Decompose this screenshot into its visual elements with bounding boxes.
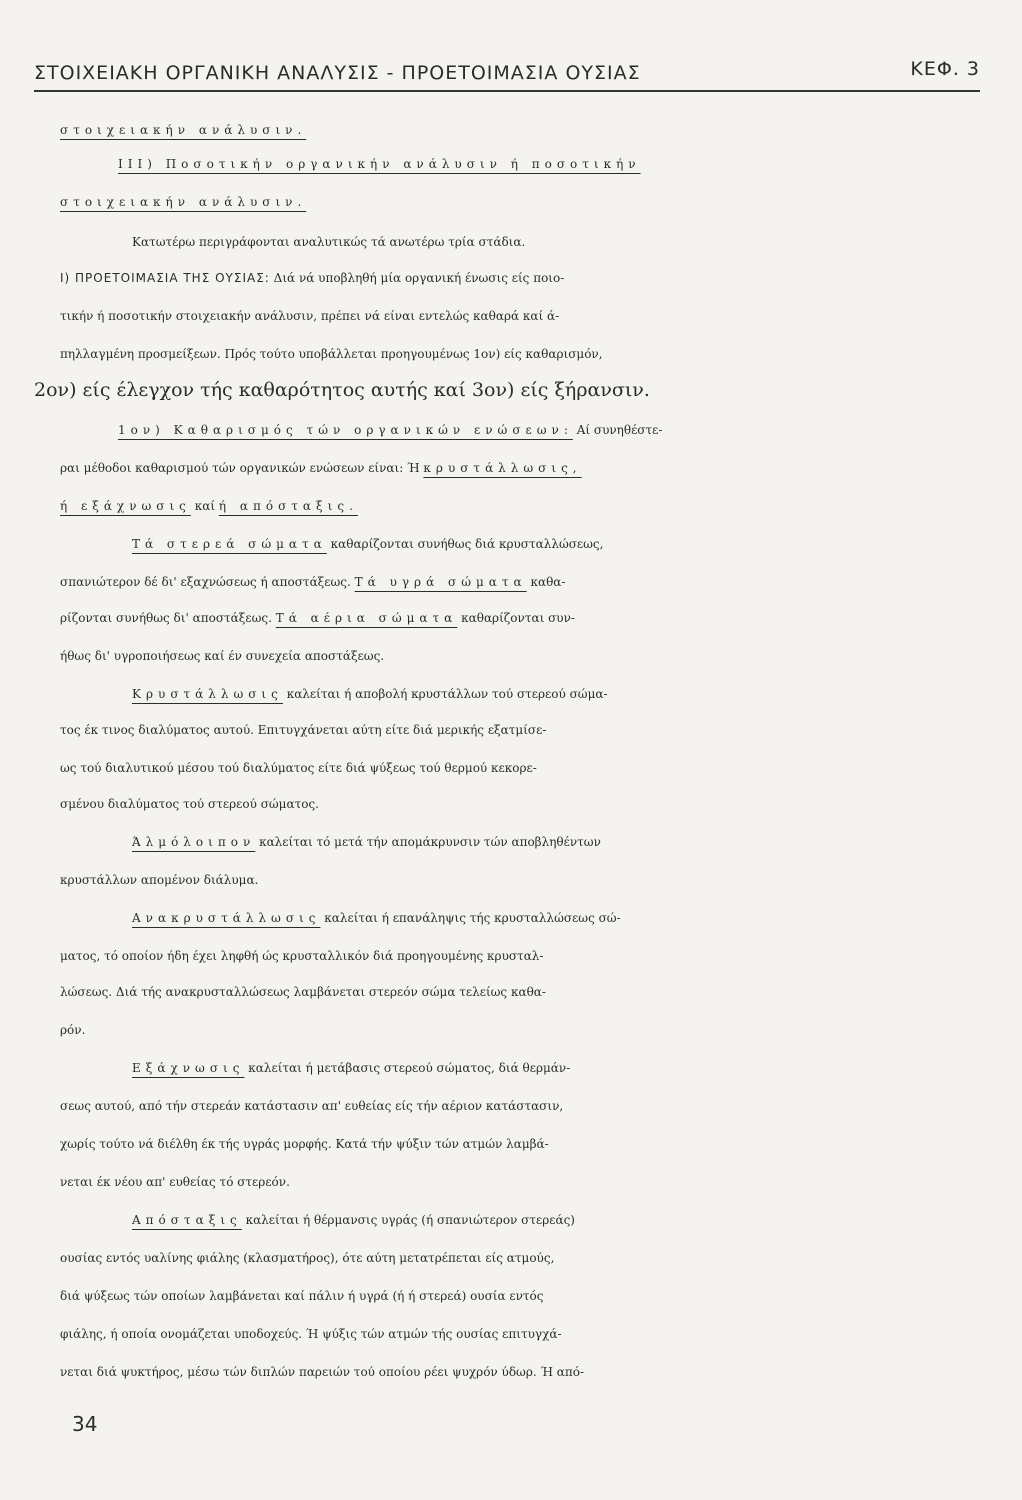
- text-line-1: στοιχειακήν ανάλυσιν.: [60, 123, 307, 137]
- text-line-23: ματος, τό οποίον ήδη έχει ληφθή ώς κρυσταλλικόν διά προηγουμένης κρυσταλ-: [60, 949, 544, 963]
- running-title: ΣΤΟΙΧΕΙΑΚΗ ΟΡΓΑΝΙΚΗ ΑΝΑΛΥΣΙΣ - ΠΡΟΕΤΟΙΜΑΣΙΑ ΟΥΣΙΑΣ: [34, 62, 641, 84]
- text-line-25: ρόν.: [60, 1023, 86, 1037]
- text-line-14: [60, 606, 1020, 630]
- text-line-24: λώσεως. Διά τής ανακρυσταλλώσεως λαμβάνεται στερεόν σώμα τελείως καθα-: [60, 985, 546, 999]
- term-sublimation-def: Εξάχνωσις: [132, 1061, 245, 1075]
- text-line-8: 2ον) είς έλεγχον τής καθαρότητος αυτής καί 3ον) είς ξήρανσιν.: [34, 379, 650, 401]
- text-segment: καί: [194, 499, 216, 513]
- text-segment: Διά νά υποβληθή μία οργανική ένωσις είς ποιο-: [273, 271, 565, 285]
- term-mother-liquor: Άλμόλοιπον: [132, 835, 256, 849]
- text-line-7: πηλλαγμένη προσμείξεων. Πρός τούτο υποβάλλεται προηγουμένως 1ον) είς καθαρισμόν,: [60, 347, 603, 361]
- chapter-label: ΚΕΦ. 3: [910, 58, 980, 80]
- term-sublimation: ή εξάχνωσις: [60, 499, 191, 513]
- text-segment: καθα-: [530, 575, 566, 589]
- term-recrystallization: Ανακρυστάλλωσις: [132, 911, 321, 925]
- term-gases: Τά αέρια σώματα: [275, 611, 458, 625]
- text-line-2: [118, 152, 1022, 176]
- text-line-15: ήθως δι' υγροποιήσεως καί έν συνεχεία αποστάξεως.: [60, 649, 385, 663]
- section-heading-iii: III) Ποσοτικήν οργανικήν ανάλυσιν ή ποσοτικήν: [118, 157, 641, 171]
- text-segment: Αί συνηθέστε-: [576, 423, 663, 437]
- text-line-12: [132, 532, 1022, 556]
- text-line-28: χωρίς τούτο νά διέλθη έκ τής υγράς μορφής. Κατά τήν ψύξιν τών ατμών λαμβά-: [60, 1137, 549, 1151]
- term-distillation-def: Απόσταξις: [132, 1213, 242, 1227]
- text-segment: καλείται ή θέρμανσις υγράς (ή σπανιώτερον στερεάς): [245, 1213, 575, 1227]
- text-line-16: [132, 682, 1022, 706]
- text-line-26: [132, 1056, 1022, 1080]
- text-line-9: [118, 418, 1022, 442]
- text-line-3: στοιχειακήν ανάλυσιν.: [60, 195, 307, 209]
- term-crystallization: κρυστάλλωσις,: [423, 461, 582, 475]
- text-line-33: φιάλης, ή οποία ονομάζεται υποδοχεύς. Ή ψύξις τών ατμών τής ουσίας επιτυγχά-: [60, 1327, 562, 1341]
- text-line-30: [132, 1208, 1022, 1232]
- term-distillation: ή απόσταξις.: [218, 499, 358, 513]
- text-line-5: [60, 266, 1020, 290]
- text-line-6: τικήν ή ποσοτικήν στοιχειακήν ανάλυσιν, πρέπει νά είναι εντελώς καθαρά καί ά-: [60, 309, 560, 323]
- text-line-32: διά ψύξεως τών οποίων λαμβάνεται καί πάλιν ή υγρά (ή ή στερεά) ουσία εντός: [60, 1289, 544, 1303]
- text-segment: καλείται ή μετάβασις στερεού σώματος, διά θερμάν-: [248, 1061, 571, 1075]
- text-line-18: ως τού διαλυτικού μέσου τού διαλύματος είτε διά ψύξεως τού θερμού κεκορε-: [60, 761, 537, 775]
- text-line-34: νεται διά ψυκτήρος, μέσω τών διπλών παρειών τού οποίου ρέει ψυχρόν ύδωρ. Ή από-: [60, 1365, 585, 1379]
- text-line-17: τος έκ τινος διαλύματος αυτού. Επιτυγχάνεται αύτη είτε διά μερικής εξατμίσε-: [60, 723, 547, 737]
- text-segment: σπανιώτερον δέ δι' εξαχνώσεως ή αποστάξεως.: [60, 575, 351, 589]
- section-heading-preparation: I) ΠΡΟΕΤΟΙΜΑΣΙΑ ΤΗΣ ΟΥΣΙΑΣ:: [60, 271, 270, 285]
- page-number: 34: [72, 1412, 98, 1436]
- text-line-31: ουσίας εντός υαλίνης φιάλης (κλασματήρος), ότε αύτη μετατρέπεται είς ατμούς,: [60, 1251, 555, 1265]
- text-line-10: [60, 456, 1020, 480]
- text-segment: καλείται τό μετά τήν απομάκρυνσιν τών αποβληθέντων: [259, 835, 601, 849]
- term-crystallization-def: Κρυστάλλωσις: [132, 687, 283, 701]
- term-liquids: Τά υγρά σώματα: [354, 575, 527, 589]
- text-segment: ρίζονται συνήθως δι' αποστάξεως.: [60, 611, 272, 625]
- term-solids: Τά στερεά σώματα: [132, 537, 327, 551]
- text-segment: ραι μέθοδοι καθαρισμού τών οργανικών ενώσεων είναι: Ή: [60, 461, 420, 475]
- text-line-27: σεως αυτού, από τήν στερεάν κατάστασιν απ' ευθείας είς τήν αέριον κατάστασιν,: [60, 1099, 564, 1113]
- text-line-11: [60, 494, 1020, 518]
- text-segment: καθαρίζονται συν-: [461, 611, 575, 625]
- text-line-13: [60, 570, 1020, 594]
- subsection-heading-purification: 1ον) Καθαρισμός τών οργανικών ενώσεων:: [118, 423, 573, 437]
- text-line-20: [132, 830, 1022, 854]
- text-line-19: σμένου διαλύματος τού στερεού σώματος.: [60, 797, 319, 811]
- page-header: [34, 54, 980, 92]
- text-segment: καλείται ή αποβολή κρυστάλλων τού στερεού σώμα-: [286, 687, 608, 701]
- text-segment: καθαρίζονται συνήθως διά κρυσταλλώσεως,: [330, 537, 604, 551]
- text-line-22: [132, 906, 1022, 930]
- text-segment: καλείται ή επανάληψις τής κρυσταλλώσεως σώ-: [324, 911, 621, 925]
- text-line-29: νεται έκ νέου απ' ευθείας τό στερεόν.: [60, 1175, 290, 1189]
- text-line-21: κρυστάλλων απομένον διάλυμα.: [60, 873, 259, 887]
- text-line-4: Κατωτέρω περιγράφονται αναλυτικώς τά ανωτέρω τρία στάδια.: [132, 235, 526, 249]
